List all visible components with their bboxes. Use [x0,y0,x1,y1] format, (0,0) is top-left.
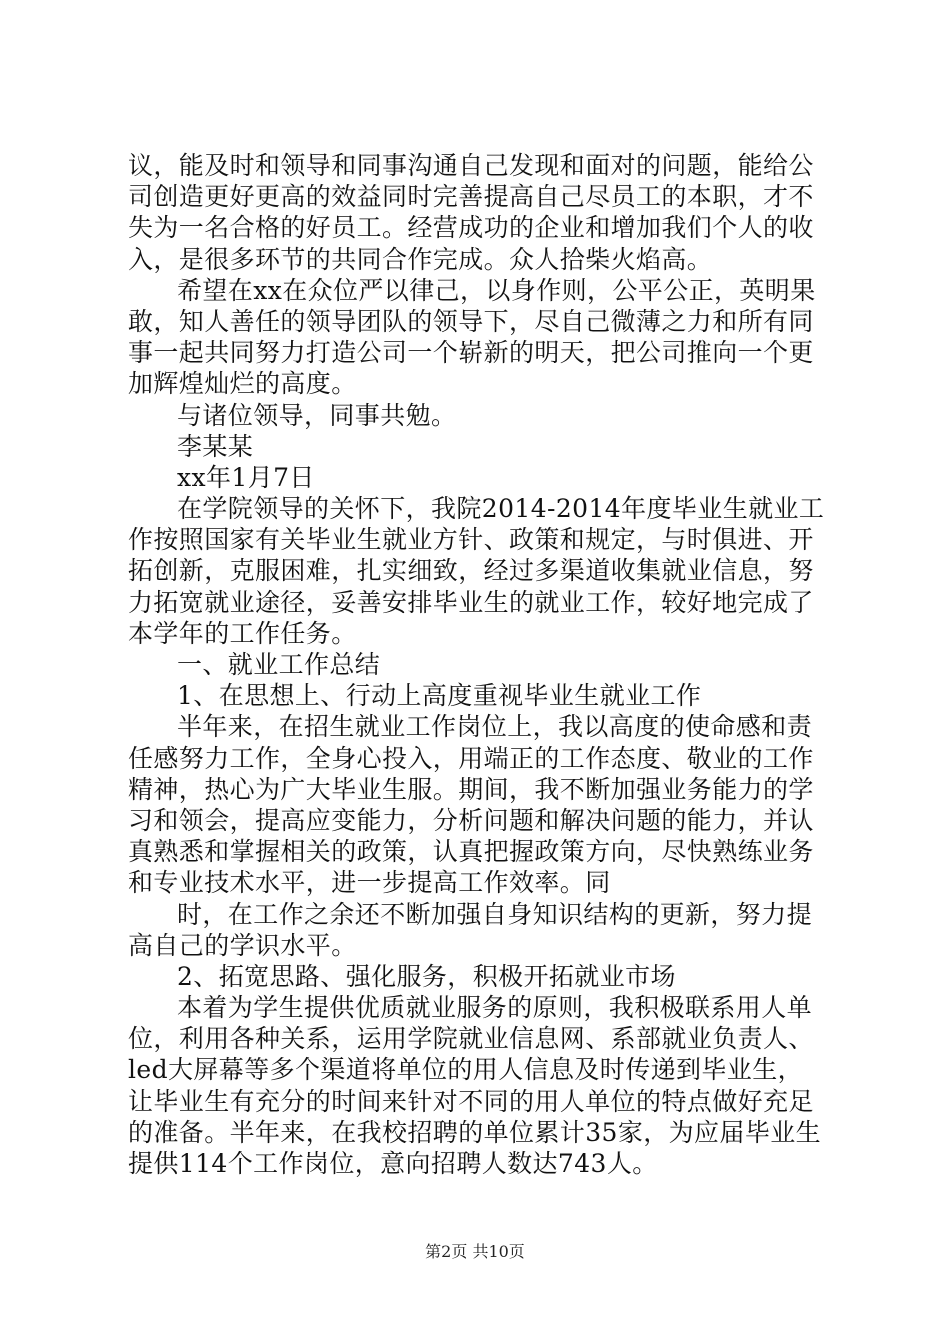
text-line: 一、就业工作总结 [177,650,381,679]
text-line: 司创造更好更高的效益同时完善提高自己尽员工的本职，才不 [128,182,814,212]
text-line: 敢，知人善任的领导团队的领导下，尽自己微薄之力和所有同 [128,306,814,336]
page-footer: 第2页 共10页 [425,1242,525,1261]
text-line: 李某某 [177,431,254,461]
text-line: 和专业技术水平，进一步提高工作效率。同 [128,868,611,898]
text-line: 高自己的学识水平。 [128,930,357,960]
text-line: 拓创新，克服困难，扎实细致，经过多渠道收集就业信息，努 [128,556,814,586]
text-line: 的准备。半年来，在我校招聘的单位累计35家，为应届毕业生 [128,1117,822,1147]
text-line: 作按照国家有关毕业生就业方针、政策和规定，与时俱进、开 [128,525,814,555]
text-line: 时，在工作之余还不断加强自身知识结构的更新，努力提 [177,899,813,929]
text-line: 精神，热心为广大毕业生服。期间，我不断加强业务能力的学 [128,774,814,804]
text-line: 本学年的工作任务。 [128,618,357,648]
text-line: 任感努力工作，全身心投入，用端正的工作态度、敬业的工作 [128,743,814,773]
text-line: 2、拓宽思路、强化服务，积极开拓就业市场 [177,961,676,991]
text-line: 入，是很多环节的共同合作完成。众人拾柴火焰高。 [128,244,713,274]
text-line: 失为一名合格的好员工。经营成功的企业和增加我们个人的收 [128,213,814,243]
text-line: 让毕业生有充分的时间来针对不同的用人单位的特点做好充足 [128,1086,814,1116]
text-line: 半年来，在招生就业工作岗位上，我以高度的使命感和责 [177,712,813,742]
text-line: 与诸位领导，同事共勉。 [177,400,457,430]
document-body [128,150,844,1179]
text-line: 本着为学生提供优质就业服务的原则，我积极联系用人单 [177,993,813,1023]
text-line: 希望在xx在众位严以律己，以身作则，公平公正，英明果 [177,275,816,305]
text-line: 习和领会，提高应变能力，分析问题和解决问题的能力，并认 [128,805,814,835]
text-line: 提供114个工作岗位，意向招聘人数达743人。 [128,1149,658,1178]
text-line: 真熟悉和掌握相关的政策，认真把握政策方向，尽快熟练业务 [128,837,814,867]
text-line: 1、在思想上、行动上高度重视毕业生就业工作 [177,681,702,711]
text-line: led大屏幕等多个渠道将单位的用人信息及时传递到毕业生， [128,1055,803,1085]
text-line: 位，利用各种关系，运用学院就业信息网、系部就业负责人、 [128,1024,814,1054]
text-line: xx年1月7日 [177,462,315,492]
text-line: 议，能及时和领导和同事沟通自己发现和面对的问题，能给公 [128,151,814,180]
text-line: 在学院领导的关怀下，我院2014-2014年度毕业生就业工 [177,494,825,524]
text-line: 事一起共同努力打造公司一个崭新的明天，把公司推向一个更 [128,338,814,368]
text-line: 力拓宽就业途径，妥善安排毕业生的就业工作，较好地完成了 [128,587,814,617]
text-line: 加辉煌灿烂的高度。 [128,369,357,399]
